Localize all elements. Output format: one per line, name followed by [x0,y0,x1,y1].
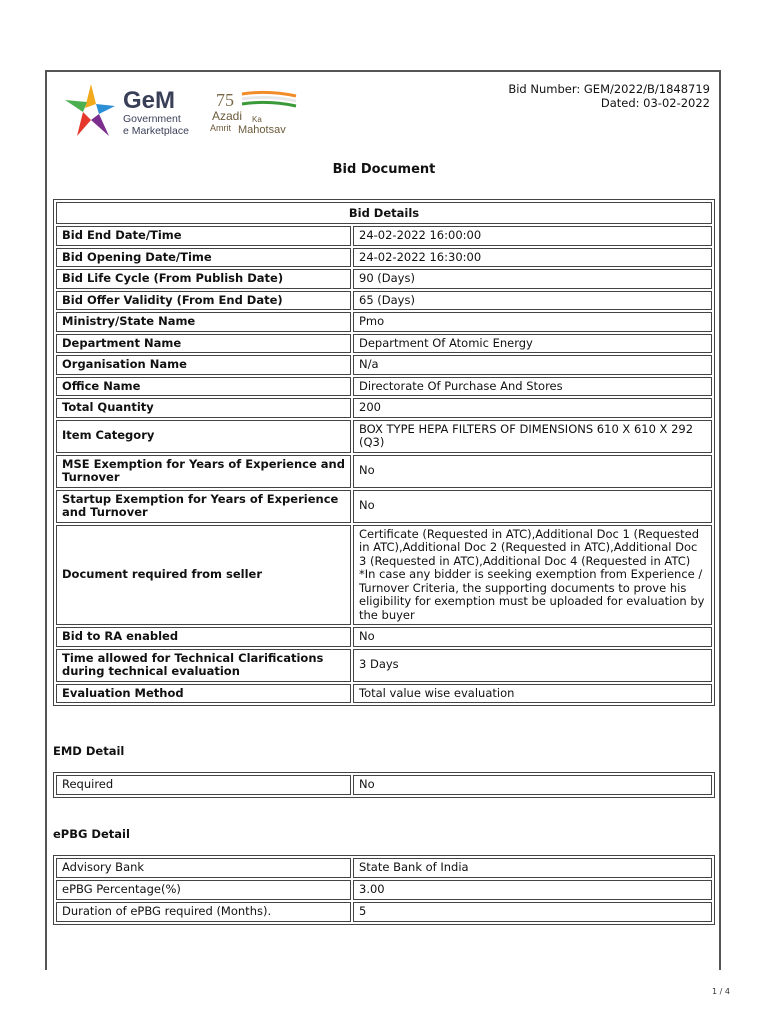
table-row [56,902,712,922]
row-key: Bid Opening Date/Time [56,248,351,268]
gem-star-icon [65,84,115,136]
emd-detail-heading: EMD Detail [53,744,125,758]
row-key: Office Name [56,377,351,397]
row-value: Department Of Atomic Energy [353,334,712,354]
row-key: Ministry/State Name [56,312,351,332]
table-row [56,880,712,900]
row-value: No [353,490,712,523]
svg-text:75: 75 [216,90,234,110]
table-row [56,355,712,375]
row-key: Bid Offer Validity (From End Date) [56,291,351,311]
bid-details-table [53,199,715,706]
row-value: 65 (Days) [353,291,712,311]
table-row [56,398,712,418]
row-value: No [353,455,712,488]
svg-text:GeM: GeM [123,87,176,114]
row-value: 90 (Days) [353,269,712,289]
row-key: Required [56,775,351,795]
row-key: Department Name [56,334,351,354]
document-title: Bid Document [332,162,436,177]
bid-details-heading: Bid Details [56,202,712,224]
svg-text:Government: Government [123,113,181,125]
row-value: 24-02-2022 16:00:00 [353,226,712,246]
row-key: ePBG Percentage(%) [56,880,351,900]
azadi-ka-amrit-mahotsav-logo [208,88,300,134]
table-row [56,649,712,682]
row-key: Organisation Name [56,355,351,375]
row-key: Advisory Bank [56,858,351,878]
table-row [56,420,712,453]
table-row [56,377,712,397]
table-row [56,627,712,647]
table-row [56,269,712,289]
epbg-detail-table [53,855,715,925]
svg-text:Mahotsav: Mahotsav [238,124,286,134]
bid-number: Bid Number: GEM/2022/B/1848719 [508,82,710,96]
svg-text:Ka: Ka [252,115,262,124]
svg-text:Azadi: Azadi [212,109,243,123]
row-value: Certificate (Requested in ATC),Additional Doc 1 (Requested in ATC),Additional Doc 2 (Requested in ATC),Additional Doc 3 (Requested in ATC),Additional Doc 4 (Requested in ATC) *In case any bidder is seeking exemption from Experience / Turnover Criteria, the supporting documents to prove his eligibility for exemption must be uploaded for evaluation by the buyer [353,525,712,626]
row-value: 3 Days [353,649,712,682]
row-key: Bid to RA enabled [56,627,351,647]
table-row [56,525,712,626]
bid-meta [508,82,710,110]
row-value: No [353,627,712,647]
row-key: Time allowed for Technical Clarifications during technical evaluation [56,649,351,682]
table-row [56,226,712,246]
row-key: Duration of ePBG required (Months). [56,902,351,922]
row-key: Startup Exemption for Years of Experience and Turnover [56,490,351,523]
row-value: Directorate Of Purchase And Stores [353,377,712,397]
table-row [56,291,712,311]
row-key: Bid End Date/Time [56,226,351,246]
row-key: Document required from seller [56,525,351,626]
row-value: BOX TYPE HEPA FILTERS OF DIMENSIONS 610 X 610 X 292 (Q3) [353,420,712,453]
page-number: 1 / 4 [712,987,730,996]
table-row [56,858,712,878]
emd-detail-table [53,772,715,798]
row-value: 3.00 [353,880,712,900]
table-row [56,455,712,488]
table-row [56,248,712,268]
epbg-detail-heading: ePBG Detail [53,827,130,841]
svg-text:Amrit: Amrit [210,123,231,133]
row-value: State Bank of India [353,858,712,878]
row-value: No [353,775,712,795]
bid-dated: Dated: 03-02-2022 [600,96,710,110]
row-key: Item Category [56,420,351,453]
table-row [56,684,712,704]
table-row [56,334,712,354]
row-key: Evaluation Method [56,684,351,704]
row-value: 5 [353,902,712,922]
table-row [56,312,712,332]
row-value: Total value wise evaluation [353,684,712,704]
row-key: Bid Life Cycle (From Publish Date) [56,269,351,289]
row-value: 24-02-2022 16:30:00 [353,248,712,268]
row-value: 200 [353,398,712,418]
row-value: N/a [353,355,712,375]
table-row [56,490,712,523]
row-key: Total Quantity [56,398,351,418]
table-row [56,775,712,795]
row-key: MSE Exemption for Years of Experience and Turnover [56,455,351,488]
svg-text:e Marketplace: e Marketplace [123,125,189,137]
row-value: Pmo [353,312,712,332]
gem-logo [63,80,203,142]
